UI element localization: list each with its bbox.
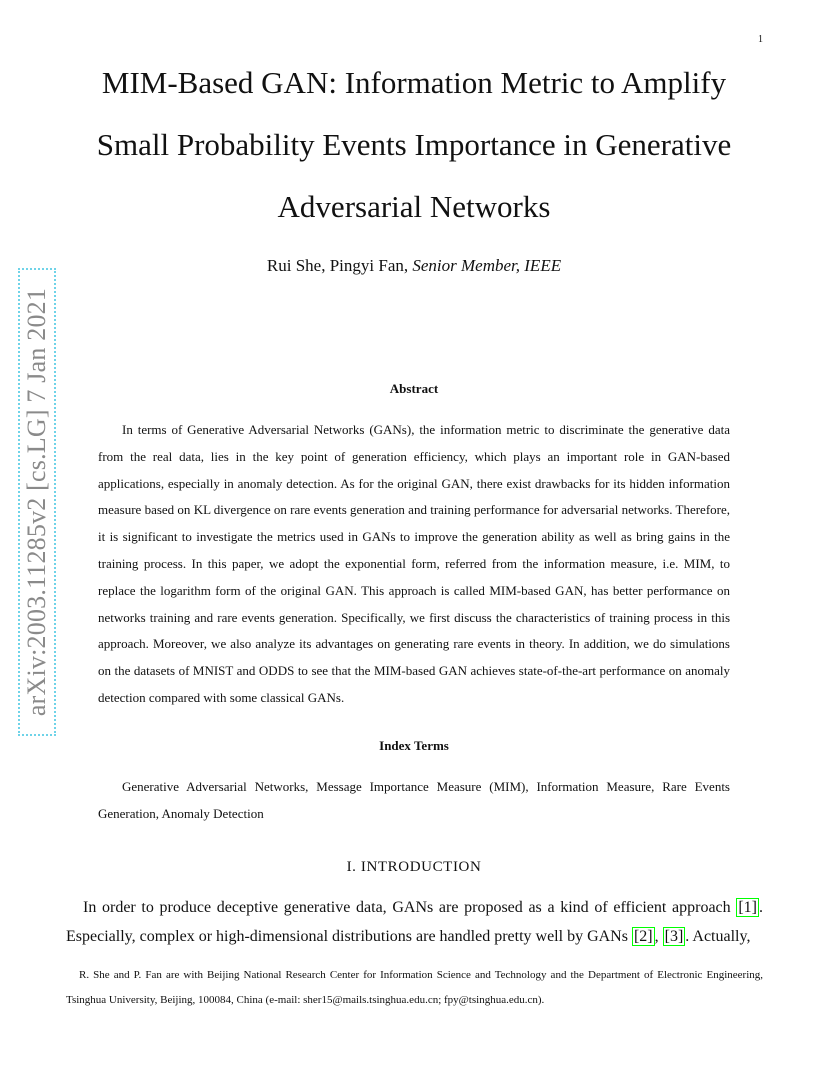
paper-title: MIM-Based GAN: Information Metric to Amplify Small Probability Events Importance in Generative Adversarial Networks — [96, 65, 732, 224]
author-names: Rui She, Pingyi Fan, — [266, 256, 409, 275]
abstract-heading: Abstract — [389, 381, 439, 396]
arxiv-identifier-link[interactable] — [18, 268, 56, 736]
author-footnote: R. She and P. Fan are with Beijing National Research Center for Information Science and Technology and the Department of Electronic Engineering, Tsinghua University, Beijing, 100084, China (e-mail: sher15@mails.tsinghua.edu.cn; fpy@tsinghua.edu.cn). — [66, 969, 763, 1006]
section-title-rest: NTRODUCTION — [366, 859, 482, 875]
citation-link-3[interactable]: [3] — [664, 928, 684, 945]
author-role: Senior Member, IEEE — [412, 256, 562, 275]
index-terms-heading: Index Terms — [379, 738, 449, 753]
page-number: 1 — [758, 34, 763, 45]
arxiv-identifier-text: arXiv:2003.11285v2 [cs.LG] 7 Jan 2021 — [22, 287, 51, 717]
introduction-heading — [0, 859, 828, 876]
intro-text-part: , — [654, 928, 663, 945]
section-numeral: I. — [346, 859, 357, 875]
intro-text-part: . Actually, — [685, 928, 751, 945]
index-terms-body: Generative Adversarial Networks, Message Importance Measure (MIM), Information Measure, Rare Events Generation, Anomaly Detection — [98, 779, 730, 821]
author-line — [0, 256, 828, 276]
section-title-initial: I — [360, 859, 367, 875]
citation-link-1[interactable]: [1] — [738, 899, 757, 916]
citation-link-2[interactable]: [2] — [633, 928, 653, 945]
abstract-body: In terms of Generative Adversarial Networks (GANs), the information metric to discriminate the generative data from the real data, lies in the key point of generation efficiency, which plays an important role in GAN-based applications, especially in anomaly detection. As for the original GAN, there exist drawbacks for its hidden information measure based on KL divergence on rare events generation and training performance for adversarial networks. Therefore, it is significant to investigate the metrics used in GANs to improve the generation ability as well as bring gains in the training process. In this paper, we adopt the exponential form, referred from the information measure, i.e. MIM, to replace the logarithm form of the original GAN. This approach is called MIM-based GAN, has better performance on networks training and rare events generation. Specifically, we first discuss the characteristics of training process in this approach. Moreover, we also analyze its advantages on generating rare events in theory. In addition, we do simulations on the datasets of MNIST and ODDS to see that the MIM-based GAN achieves state-of-the-art performance on anomaly detection compared with some classical GANs. — [98, 422, 730, 705]
introduction-paragraph — [66, 893, 763, 951]
intro-text-part: In order to produce deceptive generative data, GANs are proposed as a kind of efficient approach — [83, 899, 737, 916]
section-title — [361, 859, 482, 875]
intro-text-part: . Especially, complex or high-dimensional distributions are handled pretty well by GANs — [66, 899, 763, 945]
